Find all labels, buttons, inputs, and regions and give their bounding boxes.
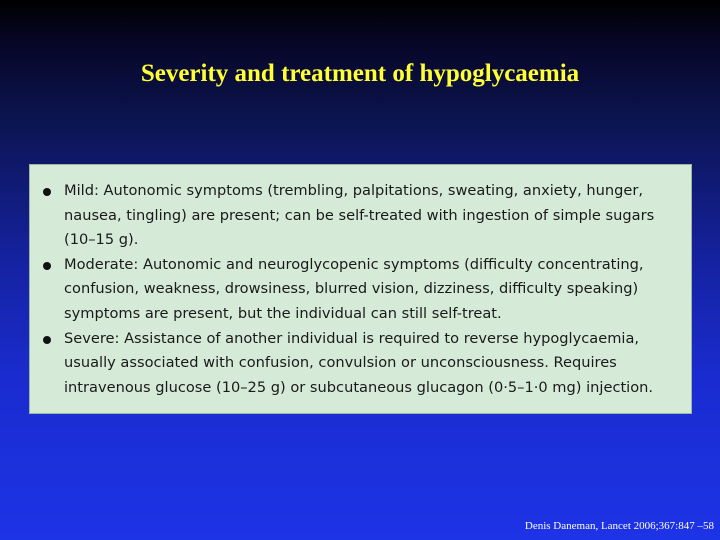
bullet-item-mild	[42, 179, 675, 253]
bullet-item-severe	[42, 327, 675, 401]
bullet-icon	[43, 262, 51, 270]
citation: Denis Daneman, Lancet 2006;367:847 –58	[524, 520, 714, 532]
bullet-list	[42, 179, 675, 400]
slide-title: Severity and treatment of hypoglycaemia	[140, 60, 580, 87]
content-box	[29, 164, 692, 414]
bullet-text-moderate: Moderate: Autonomic and neuroglycopenic symptoms (difficulty concentrating, confusion, weakness, drowsiness, blurred vision, dizziness, difficulty speaking) symptoms are present, but the individual can still self-treat.	[64, 255, 644, 322]
bullet-item-moderate	[42, 253, 675, 327]
bullet-icon	[43, 336, 51, 344]
bullet-text-mild: Mild: Autonomic symptoms (trembling, palpitations, sweating, anxiety, hunger, nausea, tingling) are present; can be self-treated with ingestion of simple sugars (10–15 g).	[64, 182, 655, 249]
bullet-text-severe: Severe: Assistance of another individual is required to reverse hypoglycaemia, usually associated with confusion, convulsion or unconsciousness. Requires intravenous glucose (10–25 g) or subcutaneous glucagon (0·5–1·0 mg) injection.	[64, 329, 654, 396]
bullet-icon	[43, 188, 51, 196]
